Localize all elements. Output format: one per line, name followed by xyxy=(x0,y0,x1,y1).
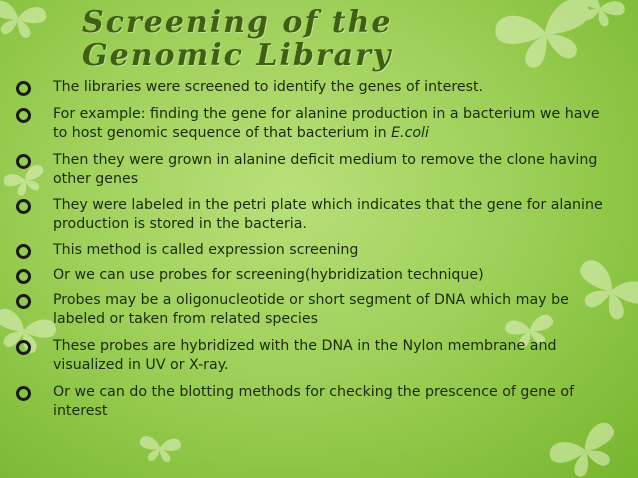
bullet-item xyxy=(0,241,630,260)
bullet-item xyxy=(0,266,630,285)
bullet-text: For example: finding the gene for alanine production in a bacterium we have to host genomic sequence of that bacterium in xyxy=(53,106,600,141)
bullet-item xyxy=(0,196,630,234)
bullet-item xyxy=(0,151,630,189)
bullet-ring-icon xyxy=(16,154,31,169)
bullet-item xyxy=(0,291,630,329)
butterfly-icon xyxy=(546,419,626,478)
bullet-item xyxy=(0,383,630,421)
bullet-ring-icon xyxy=(16,244,31,259)
butterfly-icon xyxy=(492,0,600,75)
bullet-item xyxy=(0,337,630,375)
bullet-italic-text: E.coli xyxy=(391,125,429,141)
bullet-ring-icon xyxy=(16,340,31,355)
butterfly-icon xyxy=(0,0,48,41)
bullet-text: Or we can do the blotting methods for checking the prescence of gene of interest xyxy=(53,384,575,419)
bullet-item xyxy=(0,105,630,143)
title-line-2: Genomic Library xyxy=(82,38,393,73)
bullet-ring-icon xyxy=(16,199,31,214)
slide-title xyxy=(82,6,392,72)
butterfly-icon xyxy=(138,436,181,464)
bullet-ring-icon xyxy=(16,81,31,96)
bullet-ring-icon xyxy=(16,108,31,123)
bullet-ring-icon xyxy=(16,294,31,309)
bullet-text: Probes may be a oligonucleotide or short segment of DNA which may be labeled or taken from related species xyxy=(53,292,569,327)
title-line-1: Screening of the xyxy=(82,5,393,40)
bullet-ring-icon xyxy=(16,386,31,401)
bullet-text: Or we can use probes for screening(hybridization technique) xyxy=(53,267,484,283)
bullet-text: These probes are hybridized with the DNA in the Nylon membrane and visualized in UV or X-ray. xyxy=(53,338,557,373)
bullet-ring-icon xyxy=(16,269,31,284)
bullet-item xyxy=(0,78,630,97)
bullet-text: They were labeled in the petri plate which indicates that the gene for alanine production is stored in the bacteria. xyxy=(53,197,603,232)
bullet-text: Then they were grown in alanine deficit medium to remove the clone having other genes xyxy=(53,152,598,187)
bullet-text: The libraries were screened to identify the genes of interest. xyxy=(53,79,484,95)
bullet-list xyxy=(0,78,630,421)
bullet-text: This method is called expression screening xyxy=(53,242,359,258)
